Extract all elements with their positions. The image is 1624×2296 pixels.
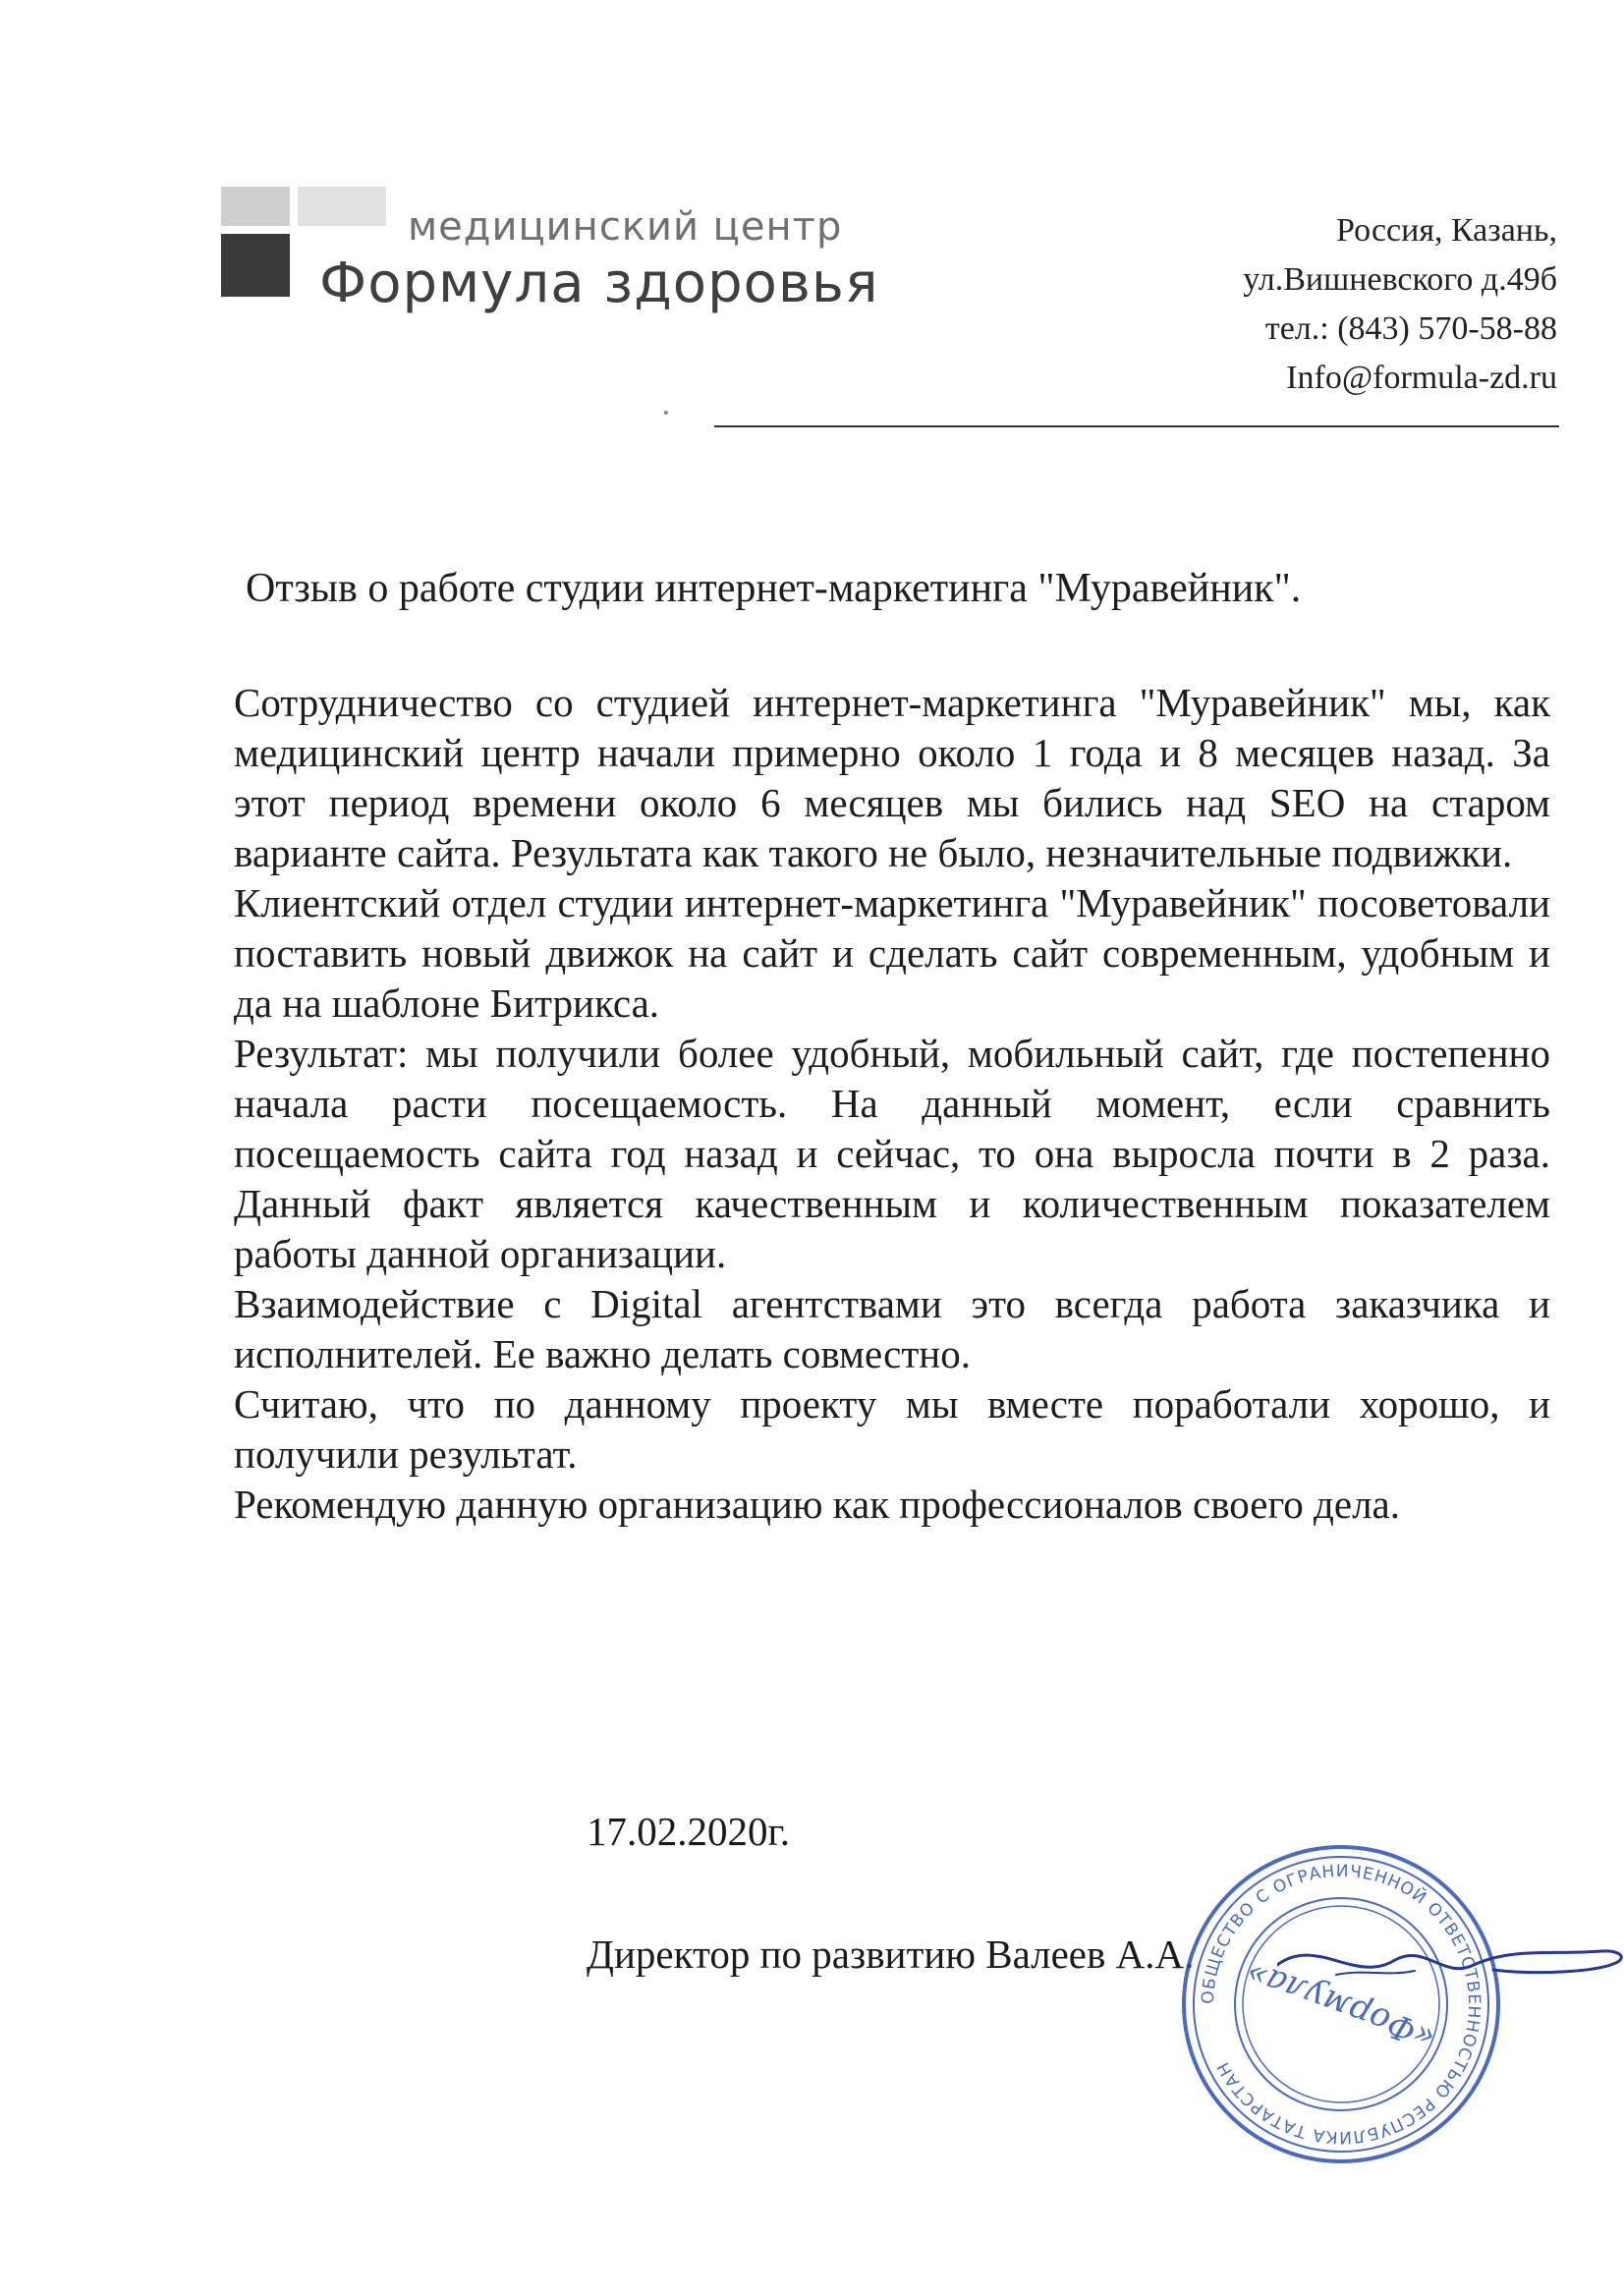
header-divider: [714, 425, 1559, 427]
paragraph-cooperation: Сотрудничество со студией интернет-маркетинга "Муравейник" мы, как медицинский центр начали примерно около 1 года и 8 месяцев назад. За этот период времени около 6 месяцев мы бились над SEO на старом варианте сайта. Результата как такого не было, незначительные подвижки.: [234, 680, 1550, 875]
handwritten-signature: [1277, 1926, 1624, 2004]
paragraph-conclusion: Считаю, что по данному проекту мы вместе поработали хорошо, и получили результат.: [234, 1381, 1550, 1477]
contact-street: ул.Вишневского д.49б: [1243, 261, 1557, 298]
letter-title: Отзыв о работе студии интернет-маркетинга "Муравейник".: [246, 566, 1302, 611]
letter-date: 17.02.2020г.: [587, 1809, 790, 1854]
company-stamp: [1174, 1837, 1508, 2171]
signer-line: Директор по развитию Валеев А.А.: [587, 1932, 1195, 1977]
stamp-inner-text: «Формула»: [1240, 1952, 1441, 2058]
contact-block: [1046, 206, 1557, 403]
logo-subtitle: медицинский центр: [408, 204, 843, 250]
paragraph-interaction: Взаимодействие с Digital агентствами это всегда работа заказчика и исполнителей. Ее важно делать совместно.: [234, 1281, 1550, 1376]
letter-body: [234, 678, 1550, 1530]
contact-city: Россия, Казань,: [1336, 212, 1557, 249]
logo-name: Формула здоровья: [319, 252, 879, 315]
contact-phone: тел.: (843) 570-58-88: [1264, 310, 1557, 347]
paragraph-result: Результат: мы получили более удобный, мобильный сайт, где постепенно начала расти посещаемость. На данный момент, если сравнить посещаемость сайта год назад и сейчас, то она выросла почти в 2 раза. Данный факт является качественным и количественным показателем работы данной организации.: [234, 1031, 1550, 1276]
clinic-logo: [221, 187, 909, 324]
paragraph-client-department: Клиентский отдел студии интернет-маркетинга "Муравейник" посоветовали поставить новый движок на сайт и сделать сайт современным, удобным и да на шаблоне Битрикса.: [234, 880, 1550, 1026]
stamp-outer-text: ОБЩЕСТВО С ОГРАНИЧЕННОЙ ОТВЕТСТВЕННОСТЬЮ РЕСПУБЛИКА ТАТАРСТАН: [1198, 1861, 1484, 2148]
contact-email: Info@formula-zd.ru: [1286, 360, 1557, 396]
paragraph-recommendation: Рекомендую данную организацию как профессионалов своего дела.: [234, 1482, 1400, 1527]
scan-speck: [664, 411, 668, 415]
